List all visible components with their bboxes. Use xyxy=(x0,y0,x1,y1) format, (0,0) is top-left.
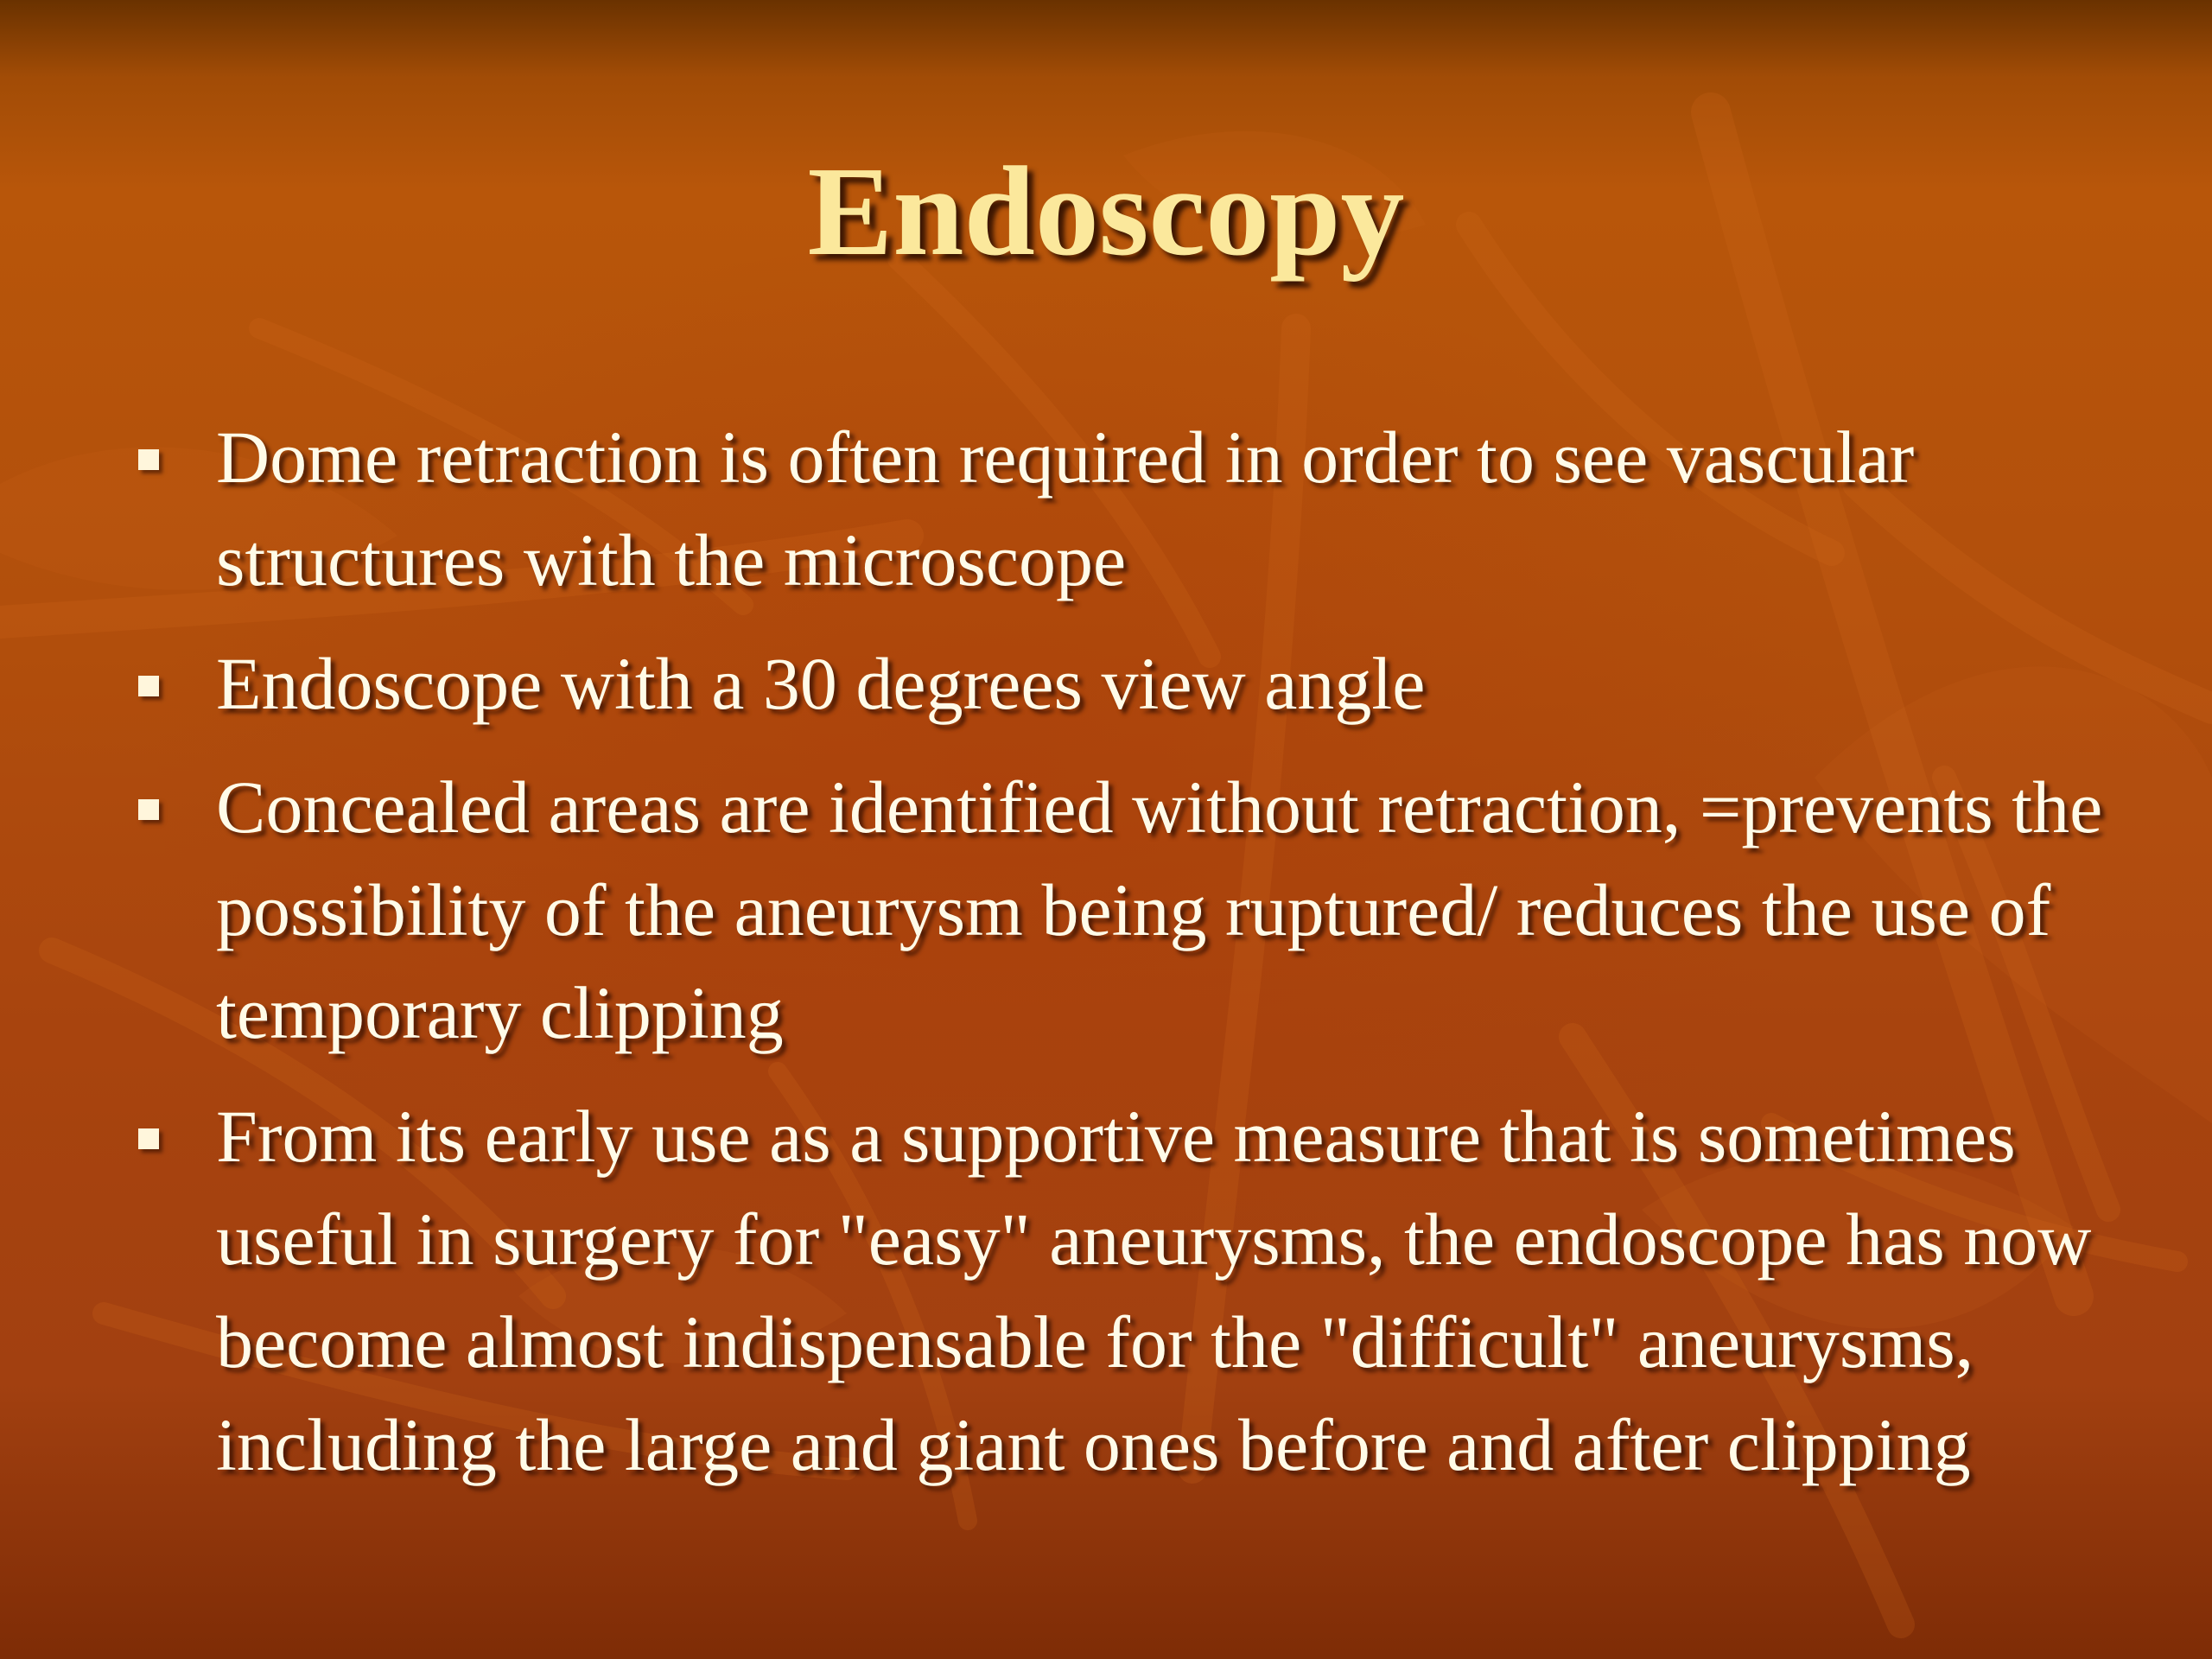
bullet-item xyxy=(216,406,2117,612)
square-bullet-icon xyxy=(138,676,159,696)
bullet-text: From its early use as a supportive measure that is sometimes useful in surgery for "easy" aneurysms, the endoscope has now become almost indispensable for the "difficult" aneurysms, including the large and giant ones before and after clipping xyxy=(216,1095,2092,1486)
bullet-item xyxy=(216,1085,2117,1497)
bullet-item xyxy=(216,756,2117,1065)
bullet-text: Dome retraction is often required in order to see vascular structures with the microscope xyxy=(216,416,1915,601)
bullet-text: Concealed areas are identified without retraction, =prevents the possibility of the aneurysm being ruptured/ reduces the use of temporary clipping xyxy=(216,766,2103,1054)
square-bullet-icon xyxy=(138,1128,159,1149)
square-bullet-icon xyxy=(138,799,159,820)
bullet-list xyxy=(216,406,2117,1517)
bullet-text: Endoscope with a 30 degrees view angle xyxy=(216,642,1426,725)
square-bullet-icon xyxy=(138,449,159,470)
bullet-item xyxy=(216,632,2117,735)
slide-title: Endoscopy xyxy=(807,141,1405,283)
